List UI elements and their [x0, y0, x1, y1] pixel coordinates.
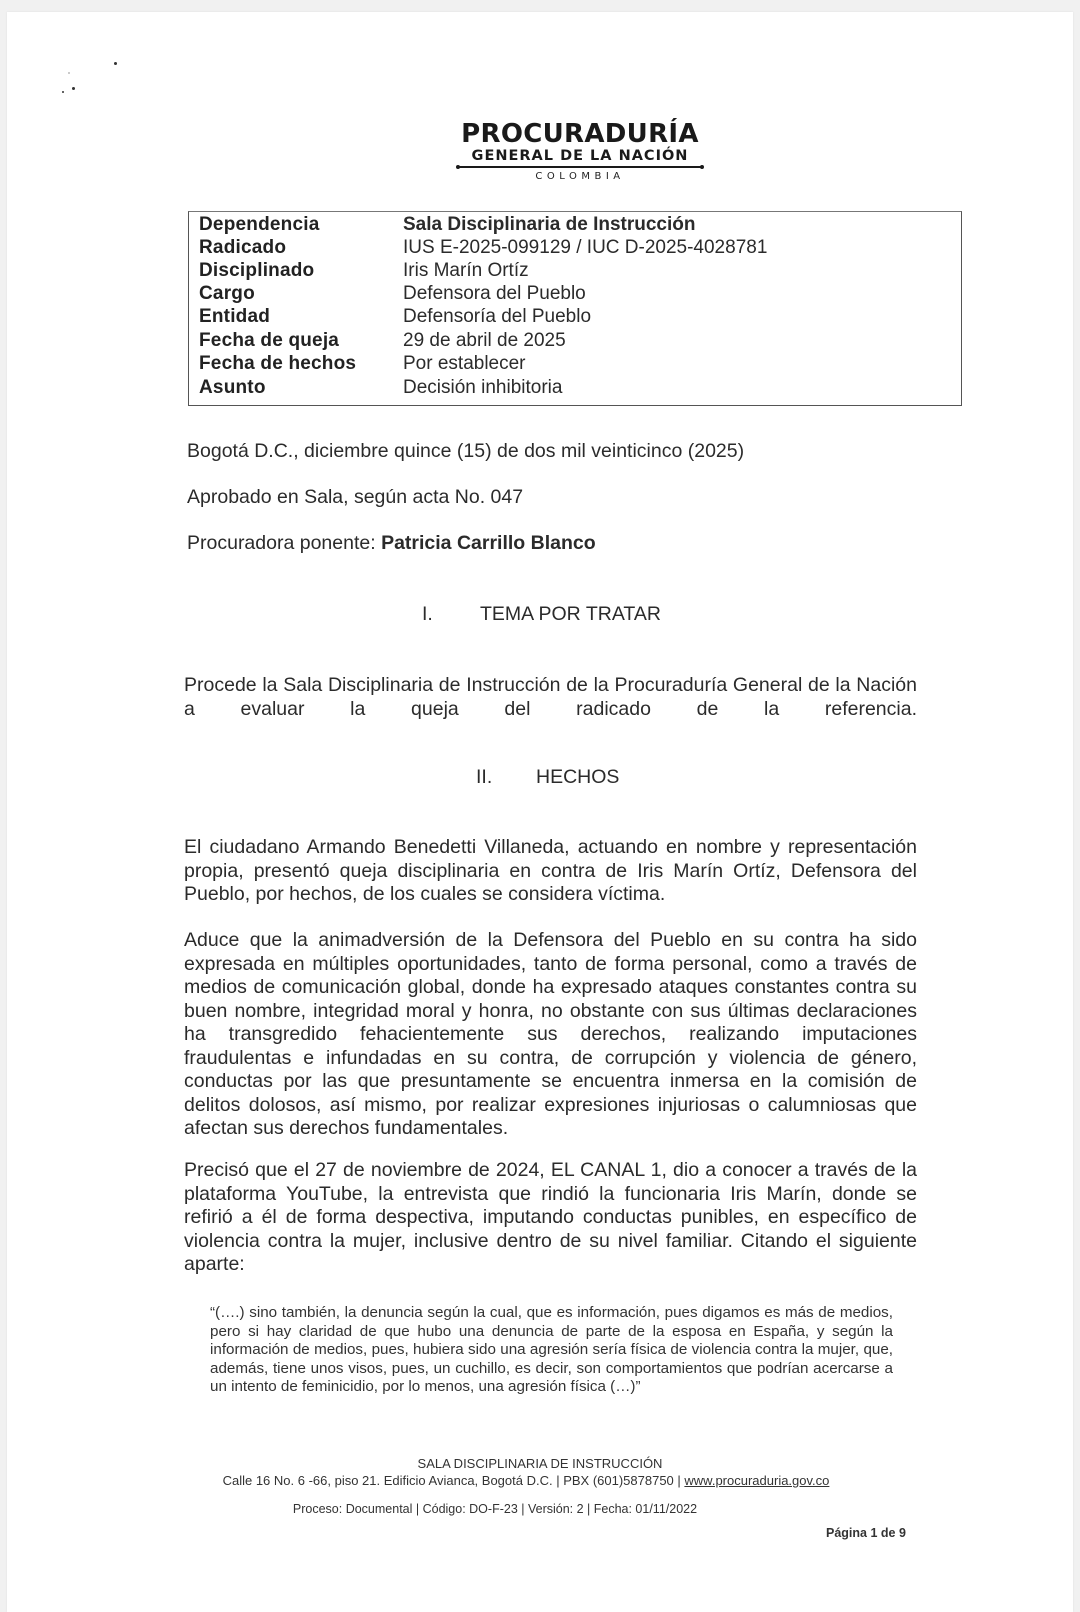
page-number: Página 1 de 9: [826, 1526, 906, 1540]
logo-divider: [458, 166, 702, 168]
info-row-asunto: [189, 377, 961, 401]
info-row-dependencia: [189, 214, 961, 238]
info-label: Cargo: [199, 283, 255, 304]
info-value: Por establecer: [403, 353, 526, 374]
document-page: [7, 12, 1073, 1612]
section-heading-2: [476, 766, 619, 789]
info-row-disciplinado: [189, 260, 961, 284]
approval-line: Aprobado en Sala, según acta No. 047: [187, 486, 524, 508]
info-value: Iris Marín Ortíz: [403, 260, 529, 281]
interview-quote: “(….) sino también, la denuncia según la cual, que es información, pues digamos es más de medios, pero si hay claridad de que hubo una denuncia de parte de la esposa en España, y según la información de medios, pues, hubiera sido una agresión sería física de violencia contra la mujer, que, además, tiene unos visos, pues, un cuchillo, es decir, son comportamientos que podrían acercarse a un intento de feminicidio, por lo menos, una agresión física (…)”: [210, 1304, 893, 1395]
place-date: Bogotá D.C., diciembre quince (15) de dos mil veinticinco (2025): [187, 440, 745, 462]
info-label: Dependencia: [199, 214, 320, 235]
footer-address: [0, 1473, 1059, 1488]
facts-paragraph-1: El ciudadano Armando Benedetti Villaneda, actuando en nombre y representación propia, presentó queja disciplinaria en contra de Iris Marín Ortíz, Defensora del Pueblo, por hechos, de los cuales se considera víctima.: [184, 836, 917, 905]
rapporteur-label: Procuradora ponente:: [187, 532, 382, 554]
case-info-table: [188, 211, 962, 406]
section-1-paragraph: Procede la Sala Disciplinaria de Instrucción de la Procuraduría General de la Nación a evaluar la queja del radicado de la referencia.: [184, 674, 917, 720]
info-value: Defensoría del Pueblo: [403, 306, 592, 327]
section-number: I.: [422, 603, 433, 625]
info-label: Fecha de queja: [199, 330, 340, 351]
section-heading-1: [422, 603, 661, 626]
info-value: Decisión inhibitoria: [403, 377, 563, 398]
info-value: 29 de abril de 2025: [403, 330, 566, 351]
info-label: Radicado: [199, 237, 287, 258]
logo-country: COLOMBIA: [535, 171, 625, 182]
footer-process-info: Proceso: Documental | Código: DO-F-23 | Versión: 2 | Fecha: 01/11/2022: [292, 1502, 698, 1516]
info-row-entidad: [189, 306, 961, 330]
info-row-fecha-hechos: [189, 353, 961, 377]
logo-subtitle: GENERAL DE LA NACIÓN: [471, 148, 689, 164]
info-row-fecha-queja: [189, 330, 961, 354]
info-label: Entidad: [199, 306, 271, 327]
facts-paragraph-2: Aduce que la animadversión de la Defensora del Pueblo en su contra ha sido expresada en múltiples oportunidades, tanto de forma personal, como a través de medios de comunicación global, donde ha expresado ataques constantes contra su buen nombre, integridad moral y honra, no obstante con sus últimas declaraciones ha transgredido fehacientemente sus derechos, realizando imputaciones fraudulentas e infundadas en su contra, de corrupción y violencia de género, conductas por las que presuntamente se encuentra inmersa en la comisión de delitos dolosos, así mismo, por realizar expresiones injuriosas o calumniosas que afectan sus derechos fundamentales.: [184, 929, 917, 1139]
info-value: Sala Disciplinaria de Instrucción: [403, 214, 696, 235]
website-link[interactable]: www.procuraduria.gov.co: [684, 1473, 830, 1488]
info-row-radicado: [189, 237, 961, 261]
footer-office: SALA DISCIPLINARIA DE INSTRUCCIÓN: [417, 1456, 663, 1471]
info-value: IUS E-2025-099129 / IUC D-2025-4028781: [403, 237, 768, 258]
section-title: HECHOS: [536, 766, 620, 788]
procuraduria-logo: [450, 120, 710, 183]
info-label: Disciplinado: [199, 260, 315, 281]
info-value: Defensora del Pueblo: [403, 283, 586, 304]
footer-address-text: Calle 16 No. 6 -66, piso 21. Edificio Avianca, Bogotá D.C. | PBX (601)5878750 |: [222, 1473, 685, 1488]
rapporteur-line: [187, 532, 596, 556]
logo-title: PROCURADURÍA: [461, 119, 699, 149]
section-title: TEMA POR TRATAR: [480, 603, 661, 625]
rapporteur-name: Patricia Carrillo Blanco: [381, 532, 596, 554]
info-label: Fecha de hechos: [199, 353, 357, 374]
info-row-cargo: [189, 283, 961, 307]
facts-paragraph-3: Precisó que el 27 de noviembre de 2024, EL CANAL 1, dio a conocer a través de la plataforma YouTube, la entrevista que rindió la funcionaria Iris Marín, donde se refirió a él de forma despectiva, imputando conductas punibles, en específico de violencia contra la mujer, inclusive dentro de su nivel familiar. Citando el siguiente aparte:: [184, 1159, 917, 1275]
info-label: Asunto: [199, 377, 266, 398]
section-number: II.: [476, 766, 493, 788]
